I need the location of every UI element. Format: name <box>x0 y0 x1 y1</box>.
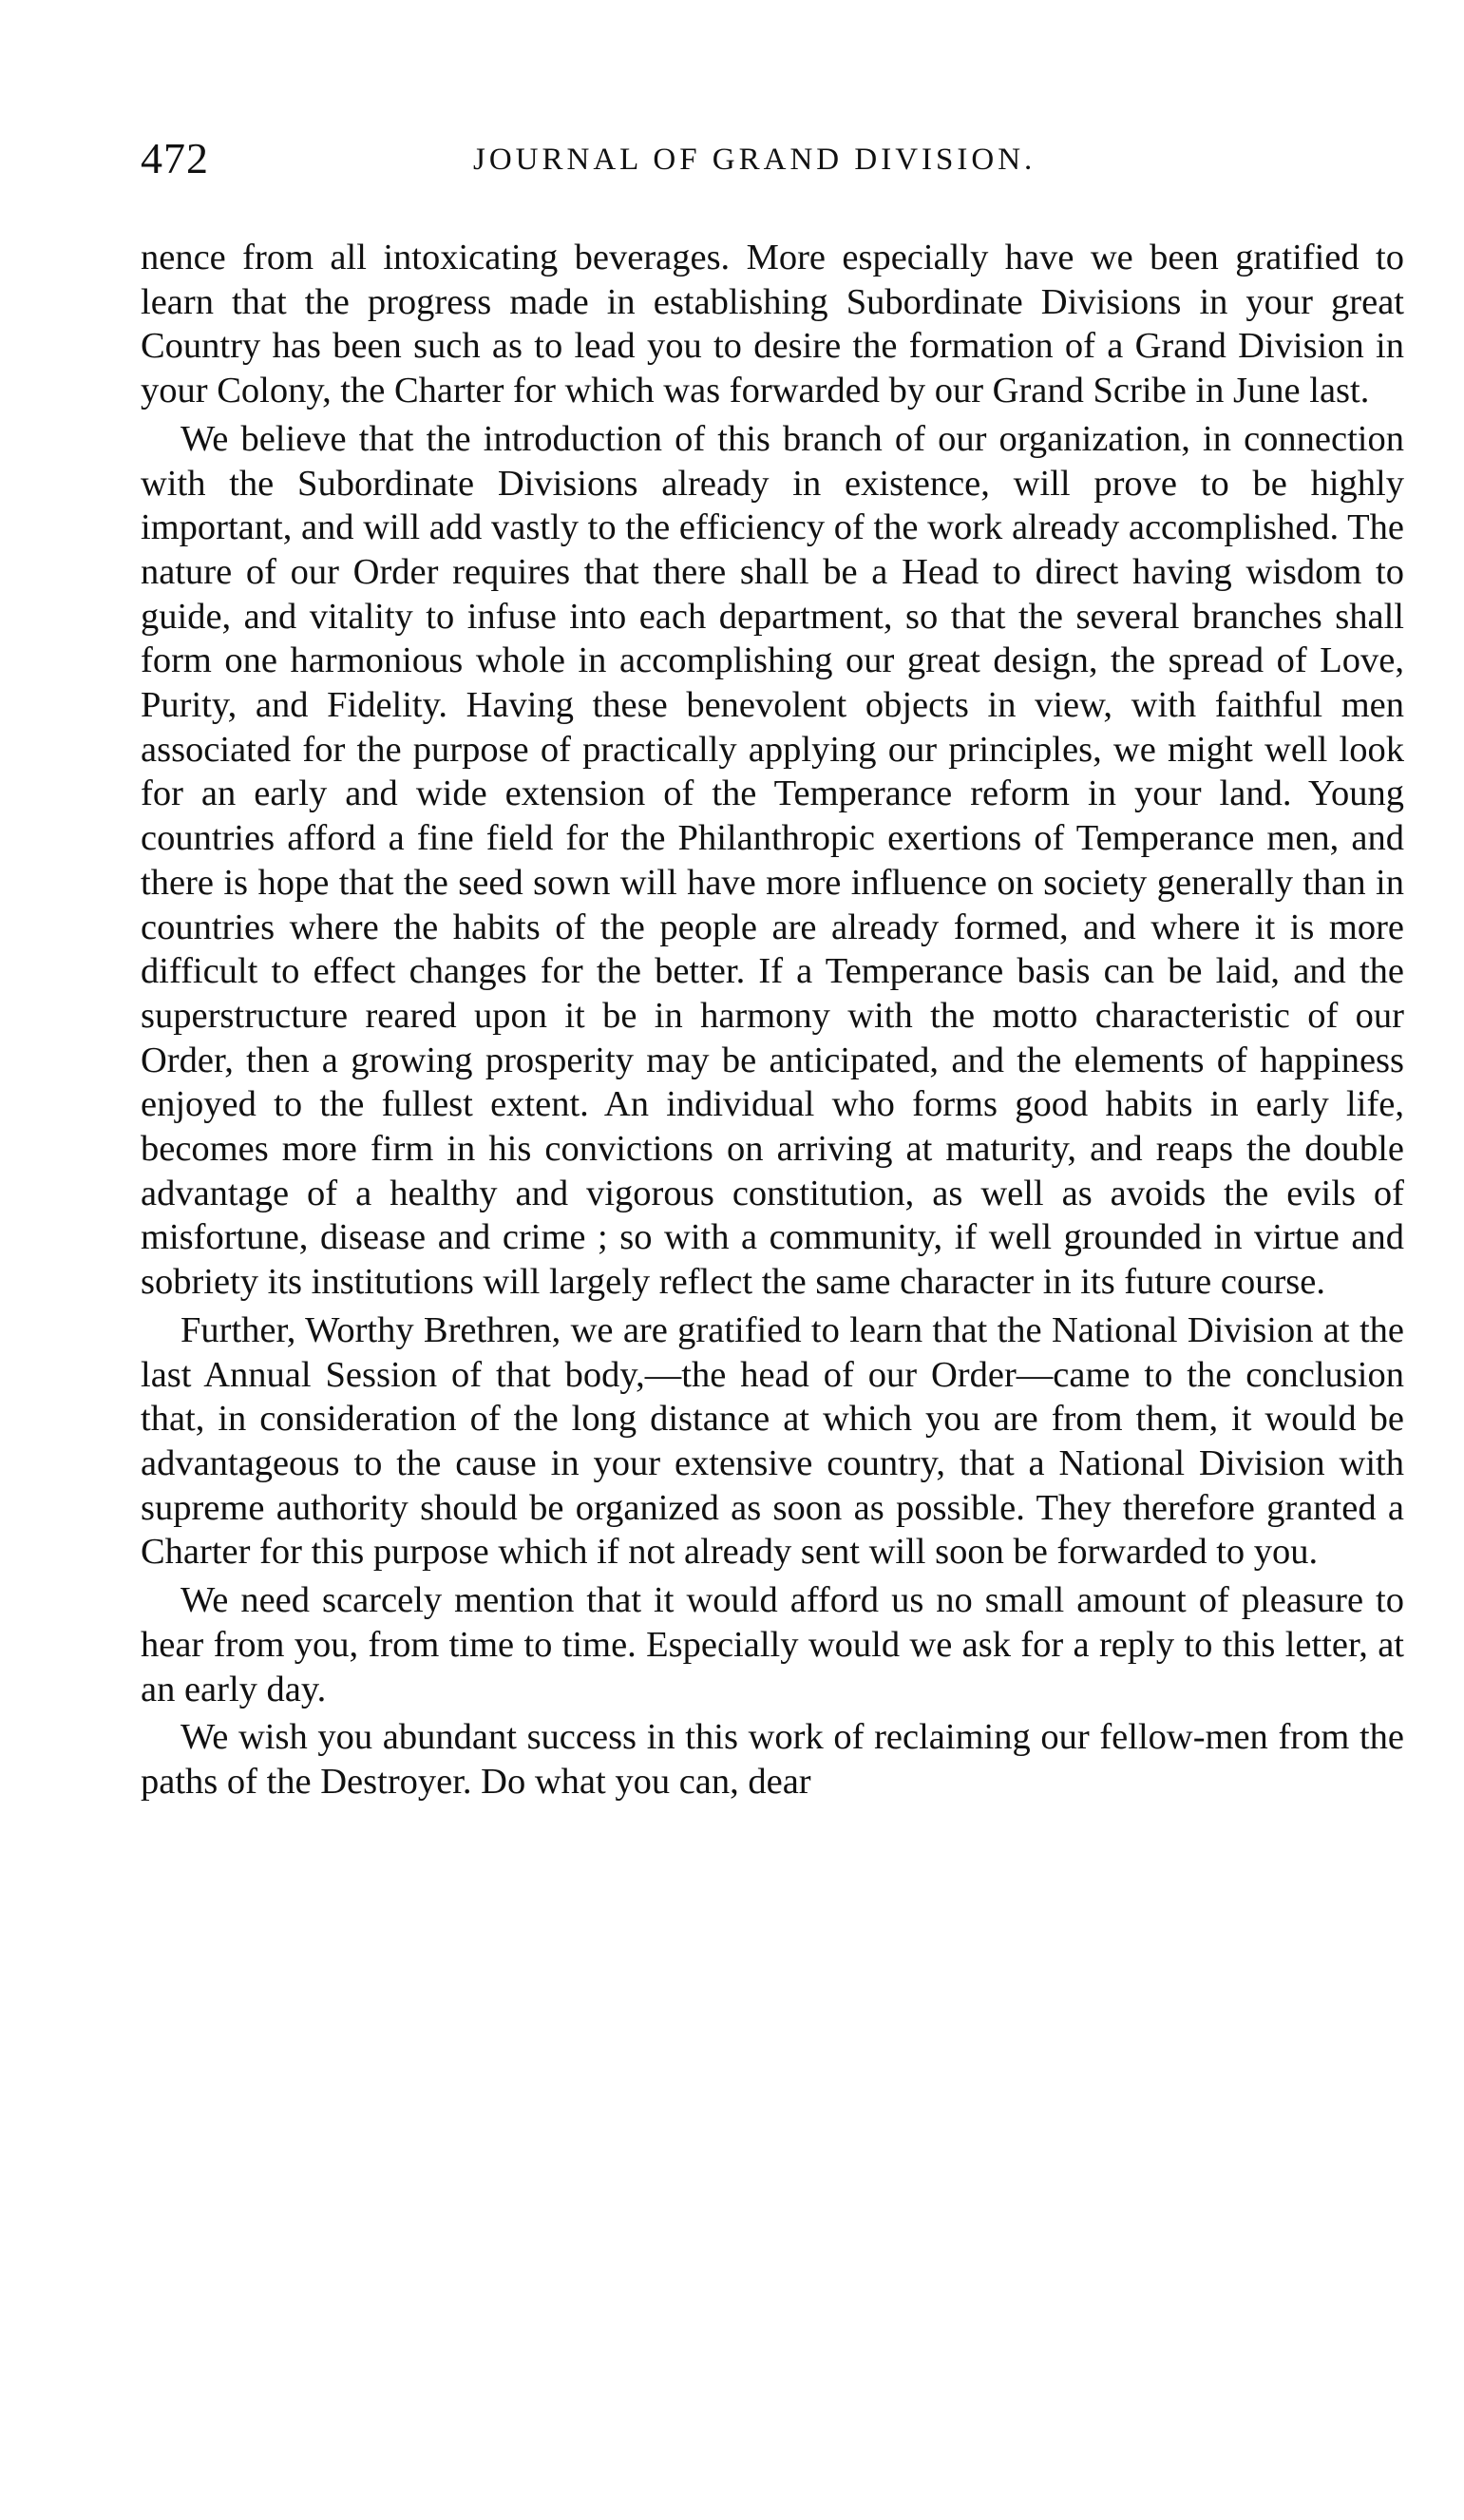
paragraph-continuation: nence from all intoxicating beverages. More especially have we been gratified to learn that the progress made in establishing Subordinate Divisions in your great Country has been such as to lead you to desire the formation of a Grand Division in your Colony, the Charter for which was forwarded by our Grand Scribe in June last. <box>141 238 1404 411</box>
running-title: JOURNAL OF GRAND DIVISION. <box>473 143 1036 177</box>
body-text <box>141 236 1404 1804</box>
book-page <box>141 133 1404 1808</box>
paragraph-organization: We believe that the introduction of this branch of our organization, in connection with the Subordinate Divisions already in existence, will prove to be highly important, and will add vastly to the efficiency of the work already accomplished. The nature of our Order requires that there shall be a Head to direct having wisdom to guide, and vitality to infuse into each department, so that the several branches shall form one harmonious whole in accomplishing our great design, the spread of Love, Purity, and Fidelity. Having these benevolent objects in view, with faithful men associated for the purpose of practically applying our principles, we might well look for an early and wide extension of the Temperance reform in your land. Young countries afford a fine field for the Philanthropic exertions of Temperance men, and there is hope that the seed sown will have more influence on society generally than in countries where the habits of the people are already formed, and where it is more difficult to effect changes for the better. If a Temperance basis can be laid, and the superstructure reared upon it be in harmony with the motto characteristic of our Order, then a growing prosperity may be anticipated, and the elements of happiness enjoyed to the fullest extent. An individual who forms good habits in early life, becomes more firm in his convictions on arriving at maturity, and reaps the double advantage of a healthy and vigorous constitution, as well as avoids the evils of misfortune, disease and crime ; so with a community, if well grounded in virtue and sobriety its institutions will largely reflect the same character in its future course. <box>141 418 1404 1303</box>
paragraph-closing: We wish you abundant success in this work of reclaiming our fellow-men from the paths of the Destroyer. Do what you can, dear <box>141 1717 1404 1802</box>
running-head <box>141 133 1404 200</box>
paragraph-reply-request: We need scarcely mention that it would afford us no small amount of pleasure to hear from you, from time to time. Especially would we ask for a reply to this letter, at an early day. <box>141 1580 1404 1709</box>
paragraph-national-division: Further, Worthy Brethren, we are gratified to learn that the National Division at the last Annual Session of that body,—the head of our Order—came to the conclusion that, in consideration of the long distance at which you are from them, it would be advantageous to the cause in your extensive country, that a National Division with supreme authority should be organized as soon as possible. They therefore granted a Charter for this purpose which if not already sent will soon be forwarded to you. <box>141 1309 1404 1573</box>
page-number: 472 <box>141 134 209 182</box>
